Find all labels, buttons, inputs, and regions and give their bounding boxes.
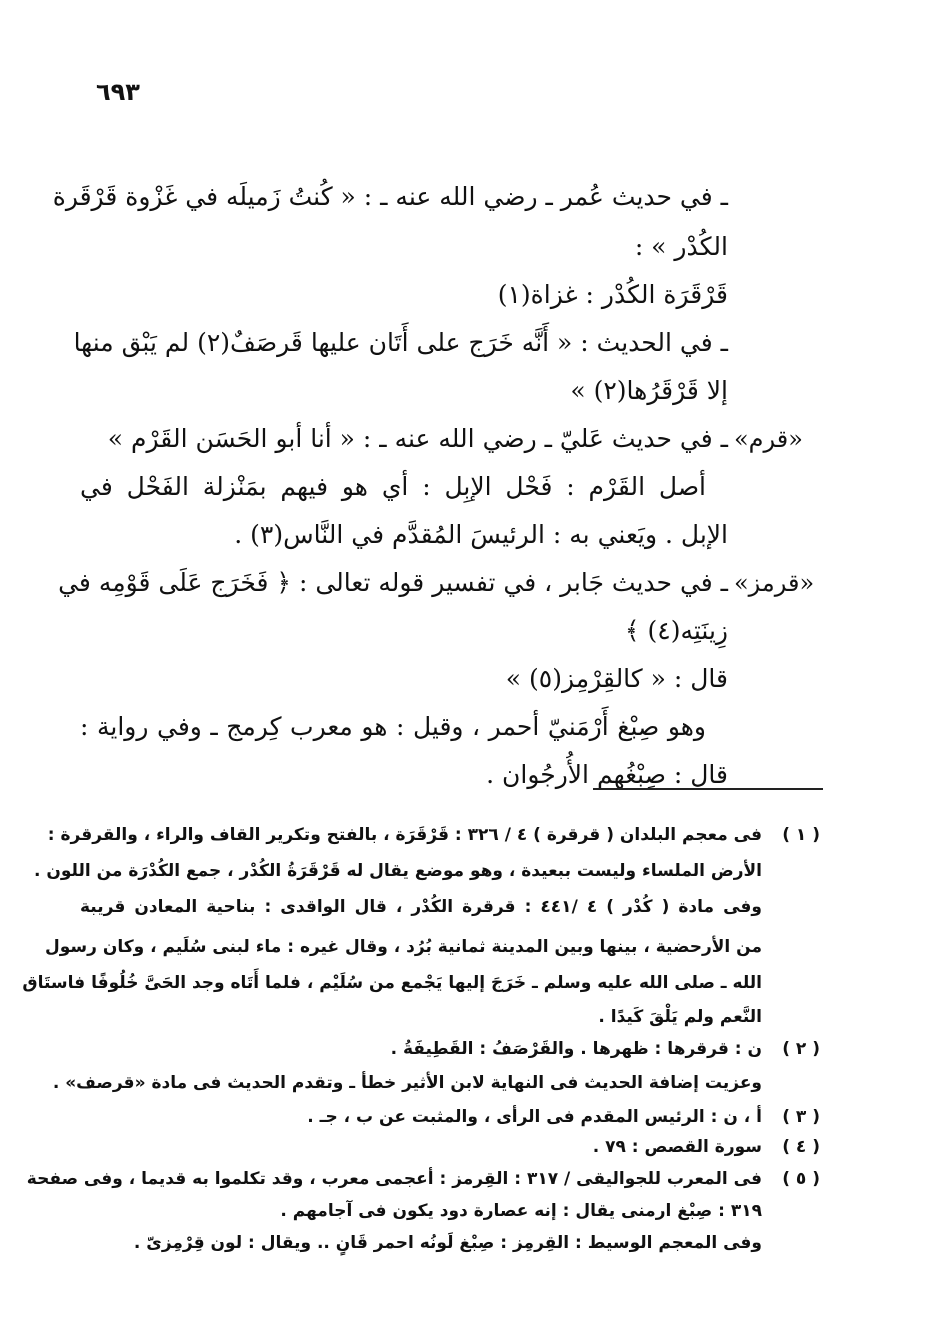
footnote-line: سورة القصص : ٧٩ . — [592, 1137, 762, 1157]
text-line: ـ في حديث عُمر ـ رضي الله عنه ـ : « كُنتُ زَميلَه في غَزْوة قَرْقَرة — [52, 182, 728, 211]
entry-label-qarm: «قرم» — [734, 425, 803, 453]
footnote-line: فى معجم البلدان ( قرقرة ) ٤ / ٣٢٦ : قَرْقَرَة ، بالفتح وتكرير القاف والراء ، والقرقرة : — [47, 825, 762, 845]
footnote-line: وفى مادة ( كُدْر ) ٤ /٤٤١ : قرقرة الكُدْر ، قال الواقدى : بناحية المعادن قريبة — [80, 897, 762, 917]
footnote-line: أ ، ن : الرئيس المقدم فى الرأى ، والمثبت عن ب ، جـ . — [307, 1107, 762, 1127]
text-line: قَرْقَرَة الكُدْر : غزاة(١) — [497, 280, 728, 309]
text-line: قال : صِبْغُهم الأُرجُوان . — [486, 760, 728, 789]
entry-label-qirmiz: «قرمز» — [734, 569, 815, 597]
page-number: ٦٩٣ — [96, 78, 140, 106]
text-line: أصل القَرْم : فَحْل الإبِل : أي هو فيهم بمَنْزلة الفَحْل في — [80, 472, 706, 501]
footnote-number: ( ١ ) — [782, 825, 820, 845]
footnote-number: ( ٢ ) — [782, 1039, 820, 1059]
text-line: قال : « كالقِرْمِز(٥) » — [505, 664, 728, 693]
footnote-number: ( ٥ ) — [782, 1169, 820, 1189]
footnote-line: وفى المعجم الوسيط : القِرمِز : صِبْغ لَونُه احمر قَانٍ .. ويقال : لون قِرْمِزىّ . — [133, 1233, 762, 1253]
text-line: ـ في حديث جَابر ، في تفسير قوله تعالى : ﴿ فَخَرَج عَلَى قَوْمِه في — [58, 568, 728, 597]
footnote-line: الأرض الملساء وليست ببعيدة ، وهو موضع يقال له قَرْقَرَةُ الكُدْر ، جمع الكُدْرَة من اللون . — [33, 861, 762, 881]
footnote-line: النَّعم ولم يَلْقَ كَيدًا . — [598, 1007, 762, 1027]
text-line: ـ في حديث عَليّ ـ رضي الله عنه ـ : « أنا أبو الحَسَن القَرْم » — [107, 424, 728, 453]
footnote-line: من الأرحضية ، بينها وبين المدينة ثمانية بُرُد ، وقال غيره : ماء لبنى سُلَيم ، وكان رسول — [45, 937, 762, 957]
footnote-divider — [593, 788, 823, 790]
footnote-line: ن : قرقرها : ظهرها . والقَرْصَفُ : القَطِيفَةُ . — [390, 1039, 762, 1059]
footnote-line: فى المعرب للجواليقى / ٣١٧ : القِرمز : أعجمى معرب ، وقد تكلموا به قديما ، وفى صفحة — [26, 1169, 762, 1189]
text-line: الإبل . ويَعني به : الرئيسَ المُقدَّم في النَّاس(٣) . — [234, 520, 728, 549]
footnote-number: ( ٤ ) — [782, 1137, 820, 1157]
text-line: إلا قَرْقَرُها(٢) » — [570, 376, 728, 405]
text-line: زِينَتِه(٤) ﴾ — [624, 616, 728, 645]
footnote-line: وعزيت إضافة الحديث فى النهاية لابن الأثير خطأ ـ وتقدم الحديث فى مادة «قرصف» . — [52, 1073, 762, 1093]
footnote-line: الله ـ صلى الله عليه وسلم ـ خَرَجَ إليها يَجْمع من سُلَيْم ، فلما أَتَاه وجد الحَىَّ خُلُوفًا فاستَاق — [22, 973, 762, 993]
text-line: ـ في الحديث : « أَنَّه خَرَج على أَتَان عليها قَرصَفٌ(٢) لم يَبْق منها — [73, 328, 728, 357]
text-line: وهو صِبْغ أَرْمَنيّ أحمر ، وقيل : هو معرب كِرمج ـ وفي رواية : — [80, 712, 706, 741]
footnote-line: ٣١٩ : صِبْغ ارمنى يقال : إنه عصارة دود يكون فى آجامهم . — [280, 1201, 762, 1221]
text-line: الكُدْر » : — [634, 232, 728, 261]
footnote-number: ( ٣ ) — [782, 1107, 820, 1127]
